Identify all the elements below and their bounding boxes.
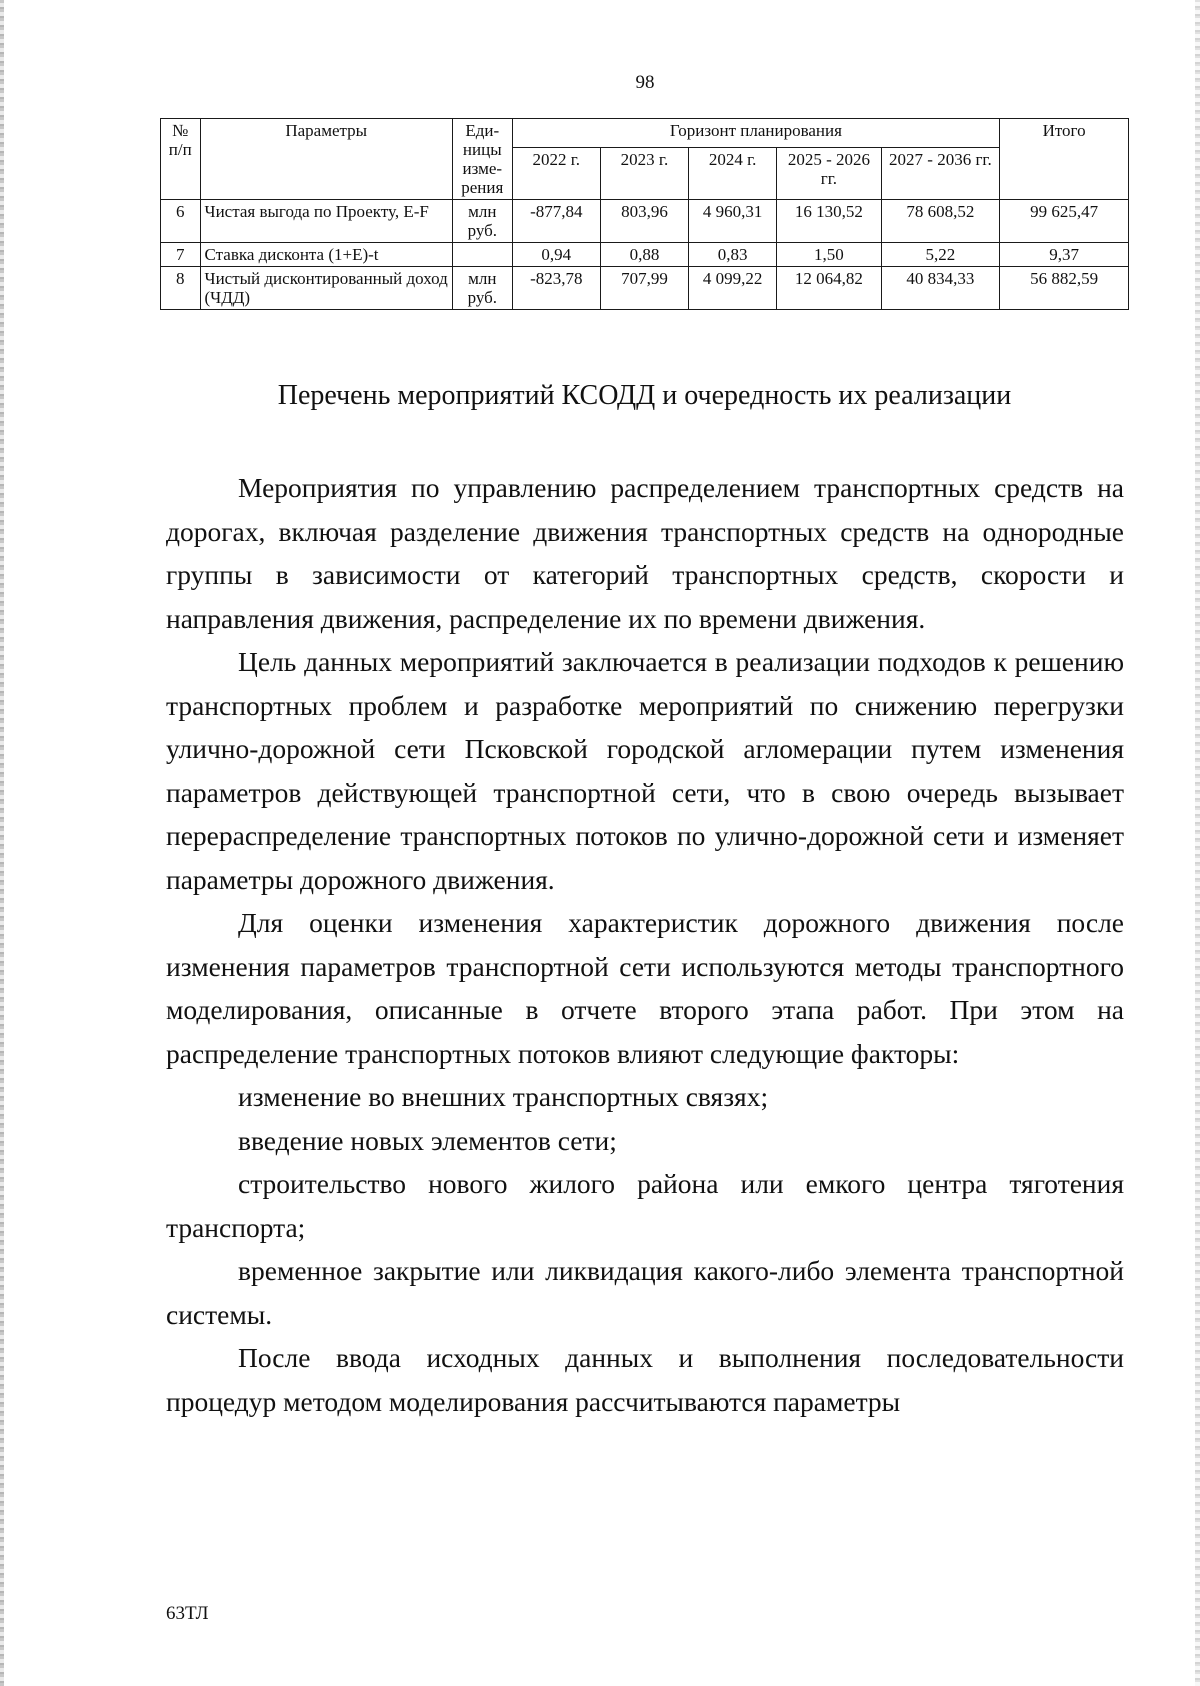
- table-row: [161, 200, 1129, 243]
- paragraph: Мероприятия по управлению распределением транспортных средств на дорогах, включая разделение движения транспортных средств на однородные группы в зависимости от категорий транспортных средств, скорости и направления движения, распределение их по времени движения.: [166, 472, 1124, 634]
- header-unit: Еди-ницы изме-рения: [452, 119, 512, 200]
- row-unit: [452, 243, 512, 267]
- paragraph: Цель данных мероприятий заключается в реализации подходов к решению транспортных проблем и разработке мероприятий по снижению перегрузки улично-дорожной сети Псковской городской агломерации путем изменения параметров действующей транспортной сети, что в свою очередь вызывает перераспределение транспортных потоков по улично-дорожной сети и изменяет параметры дорожного движения.: [166, 646, 1124, 895]
- page-number: 98: [635, 72, 655, 93]
- header-year: 2027 - 2036 гг.: [881, 148, 1000, 200]
- scan-edge-left: [0, 0, 4, 1686]
- row-unit: млн руб.: [452, 200, 512, 243]
- row-value: 0,94: [512, 243, 600, 267]
- list-item: временное закрытие или ликвидация какого-либо элемента транспортной системы.: [166, 1255, 1124, 1330]
- row-unit: млн руб.: [452, 267, 512, 310]
- header-year: 2024 г.: [689, 148, 777, 200]
- planning-table: [160, 118, 1129, 310]
- row-value: 803,96: [600, 200, 688, 243]
- row-total: 9,37: [1000, 243, 1129, 267]
- row-value: 16 130,52: [777, 200, 881, 243]
- header-horizon: Горизонт планирования: [512, 119, 999, 148]
- row-total: 56 882,59: [1000, 267, 1129, 310]
- row-num: 6: [161, 200, 201, 243]
- paragraph: Для оценки изменения характеристик дорожного движения после изменения параметров транспортной сети используются методы транспортного моделирования, описанные в отчете второго этапа работ. При этом на распределение транспортных потоков влияют следующие факторы:: [166, 907, 1124, 1069]
- row-value: 4 960,31: [689, 200, 777, 243]
- row-param: Чистый дисконтированный доход (ЧДД): [200, 267, 452, 310]
- header-param: Параметры: [200, 119, 452, 200]
- row-param: Ставка дисконта (1+E)-t: [200, 243, 452, 267]
- row-num: 7: [161, 243, 201, 267]
- list-item: строительство нового жилого района или емкого центра тяготения транспорта;: [166, 1168, 1124, 1243]
- row-value: 40 834,33: [881, 267, 1000, 310]
- row-value: -877,84: [512, 200, 600, 243]
- row-value: 0,88: [600, 243, 688, 267]
- row-value: 12 064,82: [777, 267, 881, 310]
- row-value: 707,99: [600, 267, 688, 310]
- header-year: 2022 г.: [512, 148, 600, 200]
- row-value: 4 099,22: [689, 267, 777, 310]
- section-heading: Перечень мероприятий КСОДД и очередность их реализации: [277, 380, 1012, 411]
- row-param: Чистая выгода по Проекту, E-F: [200, 200, 452, 243]
- list-item: введение новых элементов сети;: [238, 1124, 617, 1156]
- paragraph: После ввода исходных данных и выполнения последовательности процедур методом моделирования рассчитываются параметры: [166, 1342, 1124, 1417]
- row-value: 78 608,52: [881, 200, 1000, 243]
- scan-edge-right: [1195, 0, 1200, 1686]
- table-row: [161, 243, 1129, 267]
- table-header-row: [161, 119, 1129, 148]
- row-num: 8: [161, 267, 201, 310]
- row-value: -823,78: [512, 267, 600, 310]
- header-total: Итого: [1000, 119, 1129, 200]
- row-value: 0,83: [689, 243, 777, 267]
- row-value: 5,22: [881, 243, 1000, 267]
- header-year: 2023 г.: [600, 148, 688, 200]
- row-total: 99 625,47: [1000, 200, 1129, 243]
- body-text: [166, 466, 1124, 1423]
- table-row: [161, 267, 1129, 310]
- header-year: 2025 - 2026 гг.: [777, 148, 881, 200]
- footer-code: 63ТЛ: [166, 1603, 209, 1624]
- header-num: № п/п: [161, 119, 201, 200]
- list-item: изменение во внешних транспортных связях;: [238, 1081, 769, 1112]
- row-value: 1,50: [777, 243, 881, 267]
